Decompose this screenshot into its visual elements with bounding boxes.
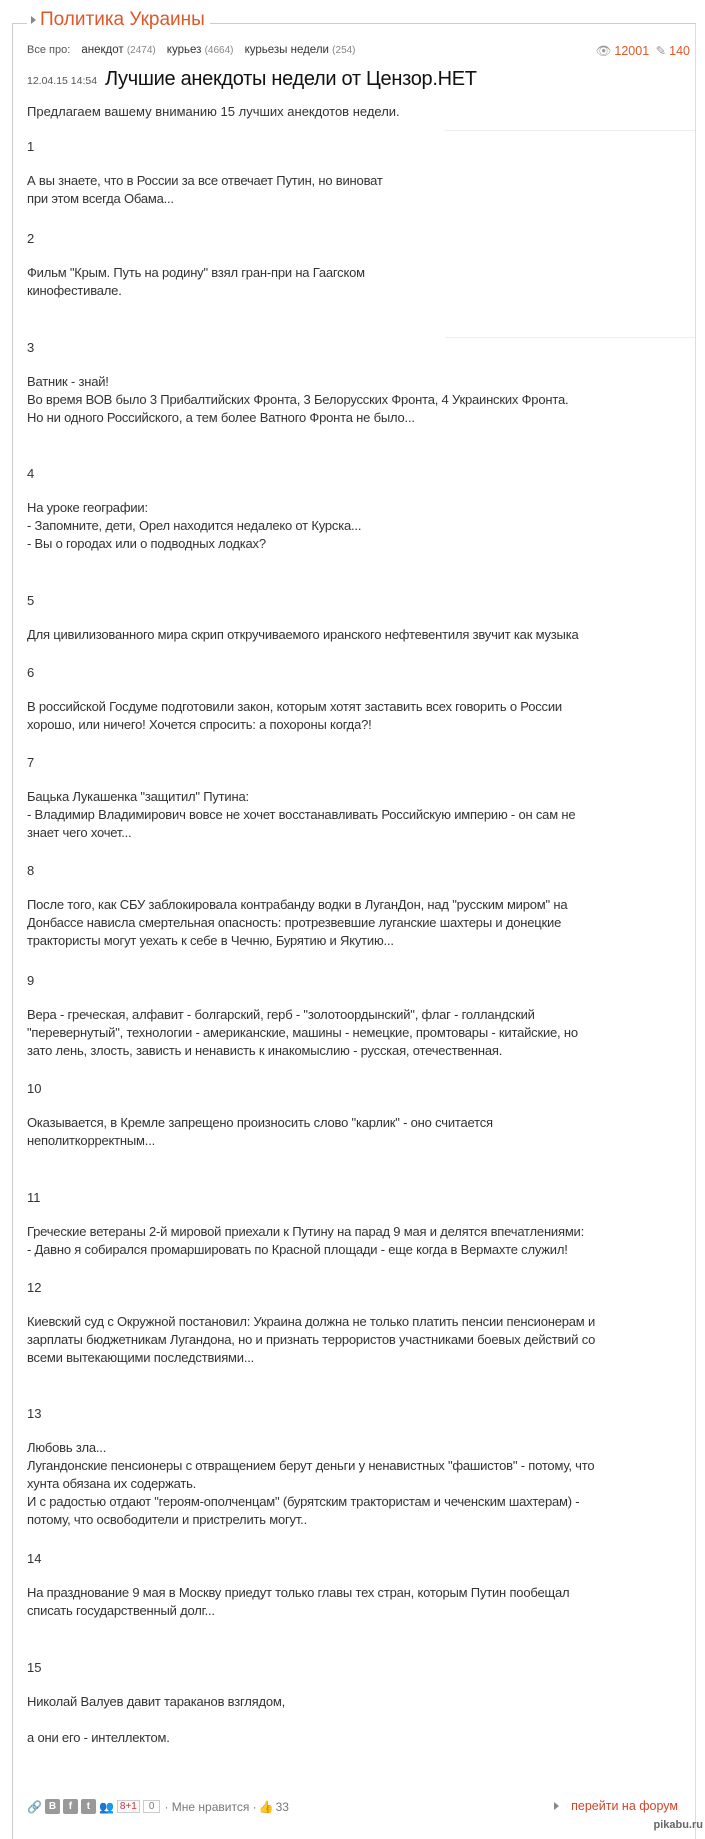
vk-share-button[interactable]: В xyxy=(45,1799,60,1814)
joke-number: 15 xyxy=(27,1660,42,1675)
joke-number: 6 xyxy=(27,665,35,680)
joke-number: 1 xyxy=(27,139,35,154)
watermark: pikabu.ru xyxy=(653,1819,703,1831)
people-icon[interactable]: 👥 xyxy=(98,1799,114,1814)
joke-number: 5 xyxy=(27,593,35,608)
joke-text: А вы знаете, что в России за все отвечает Путин, но виноват при этом всегда Обама... xyxy=(27,173,383,206)
arrow-right-icon xyxy=(31,16,36,24)
joke-text: Для цивилизованного мира скрип откручиваемого иранского нефтевентиля звучит как музыка xyxy=(27,627,579,642)
link-icon[interactable]: 🔗 xyxy=(27,1799,42,1814)
tags-row xyxy=(27,44,356,56)
twitter-share-button[interactable]: t xyxy=(81,1799,96,1814)
joke-text: Ватник - знай! Во время ВОВ было 3 Прибалтийских Фронта, 3 Белорусских Фронта, 4 Украинских Фронта. Но ни одного Российского, а тем более Ватного Фронта не было... xyxy=(27,374,569,425)
gplus-button[interactable]: 8+1 xyxy=(117,1800,140,1813)
joke-text: После того, как СБУ заблокировала контрабанду водки в ЛуганДон, над "русским миром" на Донбассе нависла смертельная опасность: протрезвевшие луганские шахтеры и донецкие трактористы могут уехать к себе в Чечню, Бурятию и Якутию... xyxy=(27,897,568,948)
section-title[interactable]: Политика Украины xyxy=(40,9,205,30)
facebook-share-button[interactable]: f xyxy=(63,1799,78,1814)
comments-count[interactable]: 140 xyxy=(669,44,690,58)
tag-link[interactable]: анекдот (2474) xyxy=(81,44,156,56)
divider xyxy=(445,130,695,131)
forum-link[interactable]: перейти на форум xyxy=(554,1799,678,1813)
joke-number: 11 xyxy=(27,1190,41,1205)
joke-number: 9 xyxy=(27,973,35,988)
tags-label: Все про: xyxy=(27,44,71,56)
joke-text: Николай Валуев давит тараканов взглядом, а они его - интеллектом. xyxy=(27,1694,286,1745)
joke-text: В российской Госдуме подготовили закон, которым хотят заставить всех говорить о России хорошо, или ничего! Хочется спросить: а похороны когда?! xyxy=(27,699,562,732)
joke-number: 12 xyxy=(27,1280,42,1295)
joke-text: Бацька Лукашенка "защитил" Путина: - Владимир Владимирович вовсе не хочет восстанавливать Российскую империю - он сам не знает чего хочет... xyxy=(27,789,576,840)
joke-number: 7 xyxy=(27,755,35,770)
joke-text: На уроке географии: - Запомните, дети, Орел находится недалеко от Курска... - Вы о городах или о подводных лодках? xyxy=(27,500,362,551)
comment-icon: ✎ xyxy=(655,44,667,58)
tag-link[interactable]: курьезы недели (254) xyxy=(244,44,356,56)
joke-number: 14 xyxy=(27,1551,42,1566)
joke-number: 13 xyxy=(27,1406,42,1421)
thumbs-up-icon: 👍 xyxy=(258,1799,274,1814)
joke-text: Вера - греческая, алфавит - болгарский, герб - "золотоордынский", флаг - голландский "перевернутый", технологии - американские, машины - немецкие, промтовары - китайские, но зато лень, злость, зависть и ненависть к инакомыслию - русская, отечественная. xyxy=(27,1007,578,1058)
joke-number: 2 xyxy=(27,231,35,246)
article-date: 12.04.15 14:54 xyxy=(27,75,98,87)
eye-icon: 👁 xyxy=(595,44,612,58)
views-count: 12001 xyxy=(614,44,650,58)
joke-number: 10 xyxy=(27,1081,42,1096)
joke-number: 3 xyxy=(27,340,35,355)
gplus-count: 0 xyxy=(143,1800,161,1813)
joke-text: Фильм "Крым. Путь на родину" взял гран-при на Гаагском кинофестивале. xyxy=(27,265,365,298)
article-title: Лучшие анекдоты недели от Цензор.НЕТ xyxy=(105,68,477,90)
joke-number: 8 xyxy=(27,863,35,878)
like-count: 33 xyxy=(275,1799,289,1814)
arrow-right-icon xyxy=(554,1802,559,1810)
joke-text: Киевский суд с Окружной постановил: Украина должна не только платить пенсии пенсионерам и зарплаты бюджетникам Лугандона, но и признать террористов участниками боевых действий со всеми вытекающими последствиями... xyxy=(27,1314,596,1365)
tag-link[interactable]: курьез (4664) xyxy=(166,44,234,56)
joke-text: Любовь зла... Лугандонские пенсионеры с отвращением берут деньги у ненавистных "фашистов" - потому, что хунта обязана их содержать. И с радостью отдают "героям-ополченцам" (бурятским трактористам и чеченским шахтерам) - потому, что освободители и пристрелить могут.. xyxy=(27,1440,595,1527)
stats xyxy=(593,43,690,59)
joke-text: На празднование 9 мая в Москву приедут только главы тех стран, которым Путин пообещал списать государственный долг... xyxy=(27,1585,570,1618)
article-intro: Предлагаем вашему вниманию 15 лучших анекдотов недели. xyxy=(27,104,400,119)
like-button[interactable]: · Мне нравится · xyxy=(164,1799,257,1814)
joke-text: Греческие ветераны 2-й мировой приехали к Путину на парад 9 мая и делятся впечатлениями: - Давно я собирался промаршировать по Красной площади - еще когда в Вермахте служил! xyxy=(27,1224,585,1257)
divider xyxy=(445,337,695,338)
section-header[interactable] xyxy=(27,9,210,31)
joke-number: 4 xyxy=(27,466,35,481)
share-bar xyxy=(27,1799,289,1814)
joke-text: Оказывается, в Кремле запрещено произносить слово "карлик" - оно считается неполиткорректным... xyxy=(27,1115,493,1148)
